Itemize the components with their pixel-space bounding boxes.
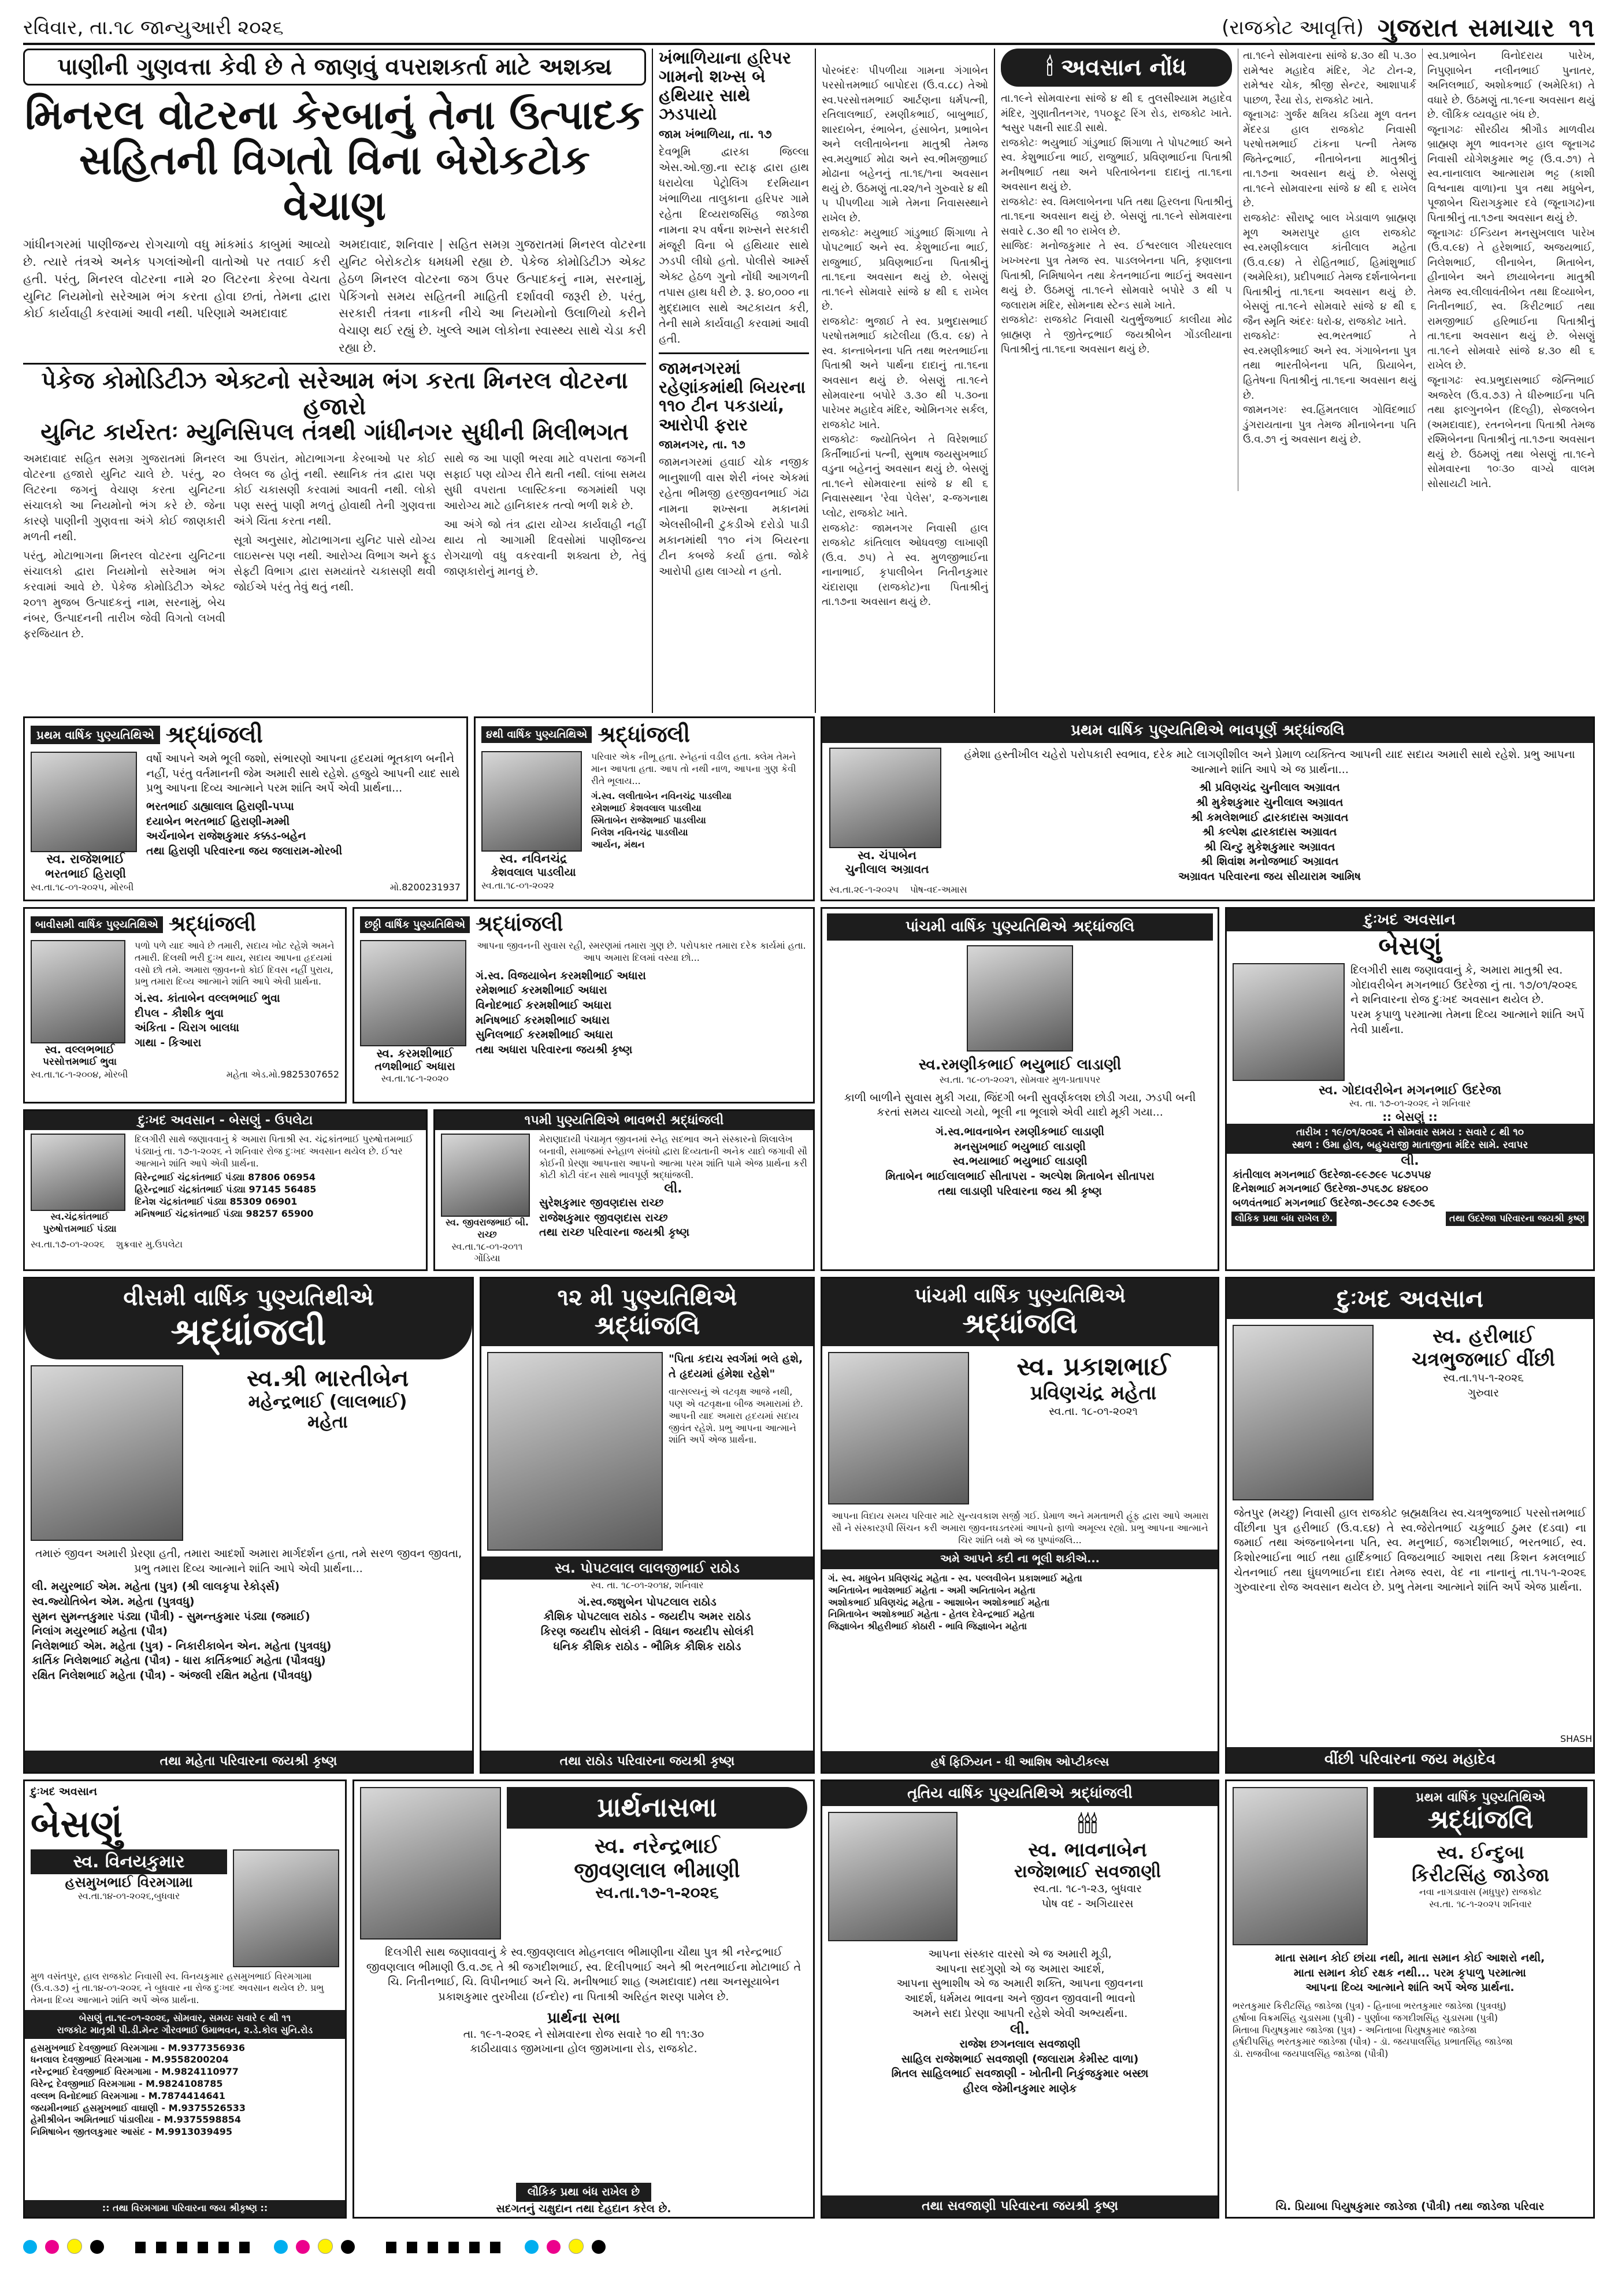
ad1-family: ભરતભાઈ ડાહ્યાલાલ હિરાણી-પપ્પા દયાબેન ભરતભાઈ હિરાણી-મમ્મી અર્ચનાબેન રાજેશકુમાર કક્કડ-બહેન તથા હિરાણી પરિવારના જય જલારામ-મોરબી — [146, 800, 343, 857]
ad7-date: સ્વ. તા. ૧૭-૦૧-૨૦૨૬ ને શનિવાર — [1349, 1098, 1471, 1109]
lead-headline-2: સહિતની વિગતો વિના બેરોકટોક વેચાણ — [79, 136, 591, 229]
c3-family: રાજેશ છગનલાલ સવજાણી સાહિલ રાજેશભાઈ સવજાણી (જલારામ કેમીસ્ટ વાળા) મિતલ સાહિલભાઈ સવજાણી - ખોતીની નિકુંજકુમાર બસ્છા હીરલ જેમીનકુમાર માણેક — [891, 2038, 1149, 2096]
ad4-message: પળો પળે યાદ આવે છે તમારી, સદાય ખોટ રહેશે અમને તમારી. દિલથી ભરી દુઃખ થાય, સદાય આપના હૃદયમાં વસો છો તમે. અમારા જીવનનો કોઈ દિવસ નહીં પુરાય, પ્રભુ તમારા દિવ્ય આત્માને શાંતિ આપે એવી પ્રાર્થના. — [135, 940, 335, 987]
portrait-photo — [441, 1134, 530, 1217]
c1-message: મુળ વસંતપુર, હાલ રાજકોટ નિવાસી સ્વ. વિનયકુમાર હસમુખભાઈ વિરમગામા (ઉ.વ.૩૭) નું તા.૧૪-૦૧-૨૦૨૬ ને બુધવાર ના રોજ દુઃખદ અવસાન થયેલ છે. પ્રભુ તેમના દિવ્ય આત્માને શાંતિ અર્પે એજ પ્રાર્થના. — [31, 1970, 324, 2006]
ad3-name-2: ચુનીલાલ અગ્રાવત — [845, 862, 929, 876]
b2-banner: ૧૨ મી પુણ્યતિથિએ — [557, 1284, 737, 1311]
ad5-name-2: તળશીભાઈ અધારા — [374, 1060, 455, 1073]
story2-body: દેવભૂમિ દ્વારકા જિલ્લા એસ.ઓ.જી.ના સ્ટાફ દ્વારા હાથ ધરાયેલા પેટ્રોલિંગ દરમિયાન ખંભાળિયા તાલુકાના હરિપર ગામે રહેતા દિવ્યરાજસિંહ જાડેજા નામના ૨૫ વર્ષના શખ્સને સરકારી મંજૂરી વિના બે હથિયાર સાથે ઝડપી લીધો હતો. પોલીસે આર્મ્સ એક્ટ હેઠળ ગુનો નોંધી આગળની તપાસ હાથ ધરી છે. રૂ. ૪૦,૦૦૦ ના મુદ્દામાલ સાથે અટકાયત કરી, તેની સામે કાર્યવાહી કરવામાં આવી હતી. — [659, 145, 809, 345]
ad3-date: સ્વ.તા.૨૯-૧-૨૦૨૫ — [829, 884, 899, 896]
lead-intro-col-2: અમદાવાદ, શનિવાર | સહિત સમગ્ર ગુજરાતમાં મિનરલ વોટરના યુનિટ બેરોકટોક ધમધમી રહ્યા છે. પેકેજ કોમોડિટીઝ એક્ટ હેઠળ મિનરલ વોટરના જગ ઉપર ઉત્પાદકનું નામ, સરનામું, પેકિંગનો સમય સહિતની માહિતી દર્શાવવી જરૂરી છે. પરંતુ, સરકારી તંત્રના નાકની નીચે આ નિયમોનો ઉલાળિયો કરીને વેચાણ થઈ રહ્યું છે. ખુલ્લે આમ લોકોના સ્વાસ્થ્ય સાથે ચેડા કરી રહ્યા છે. — [339, 237, 646, 355]
ad-shraddhanjali-padaliya — [474, 716, 815, 901]
ad4-banner: બાવીસમી વાર્ષિક પુણ્યતિથિએ — [31, 916, 163, 933]
magenta-dot — [45, 2240, 59, 2254]
ad7-banner: દુઃખદ અવસાન — [1227, 909, 1593, 931]
c2-name-1: સ્વ. નરેન્દ્રભાઈ — [594, 1834, 720, 1858]
ad-shraddhanjali-ladani — [821, 907, 1219, 1271]
avsan-nondh-title — [1001, 49, 1232, 87]
ad1-banner: પ્રથમ વાર્ષિક પુણ્યતિથિએ — [31, 726, 160, 744]
b3-name-2: પ્રવિણચંદ્ર મહેતા — [1030, 1381, 1157, 1405]
ad-shraddhanjali-mehta — [23, 1277, 474, 1774]
b4-foot: વીંછી પરિવારના જય મહાદેવ — [1227, 1747, 1593, 1772]
ad-shraddhanjali-rathod — [480, 1277, 815, 1774]
notice-col-3: સ્વ.પ્રભાબેન વિનોદરાય પારેખ, નિપુણાબેન નલીનભાઈ પુનાતર, અનિલભાઈ, અશોકભાઈ (અમેરિકા) તે વધારે છે. ઉઠમણું તા.૧૯ના અવસાન થયું છે. લૌકિક વ્યવહાર બંધ છે. જૂનાગઢઃ સૌરઠીય શ્રીગૌડ માળવીય બ્રાહ્મણ મૂળ ભાવનગર હાલ જૂનાગઢ નિવાસી યોગેશકુમાર ભટ્ટ (ઉ.વ.૭૧) તે સ્વ.નાનાલાલ આત્મારામ ભટ્ટ (કાશી વિશ્વનાથ વાળા)ના પુત્ર તથા મધુબેન, પૂજાબેન ચિરાગકુમાર દવે (જૂનાગઢ)ના પિતાશ્રીનું તા.૧૭ના અવસાન થયું છે. જૂનાગઢઃ ઈન્ડિયન મનસુખલાલ પારેખ (ઉ.વ.૯૪) તે હરેશભાઈ, અજયભાઈ, નિલેશભાઈ, લીનાબેન, મિતાબેન, હીનાબેન અને છાયાબેનના માતુશ્રી તેમજ સ્વ.લીલાવંતીબેન તથા દિવ્યાબેન, નિતીનભાઈ, સ્વ. કિરીટભાઈ તથા રામજીભાઈ હરિભાઈના પિતાશ્રીનું તા.૧૬ના અવસાન થયું છે. બેસણું તા.૧૯ને સોમવારે સાંજે ૪.૩૦ થી ૬ રાખેલ છે. જૂનાગઢઃ સ્વ.પ્રભુદાસભાઈ જેન્તિભાઈ અજરેલ (ઉ.વ.૭૩) તે ધીરુભાઈના પતિ તથા ફાલ્ગુનબેન (દિલ્હી), સેજલબેન (અમદાવાદ), રતનબેનના પિતાશ્રી તેમજ રશ્મિબેનના પિતાશ્રીનું તા.૧૭ના અવસાન થયું છે. ઉઠમણું તથા બેસણું તા.૧૯ને સોમવારના ૧૦ઃ૩૦ વાગ્યે વાલમ સોસાયટી ખાતે. — [1422, 49, 1595, 491]
ad9-family: સુરેશકુમાર જીવણદાસ રાચ્છ રાજેશકુમાર જીવણદાસ રાચ્છ તથા રાચ્છ પરિવારના જયશ્રી કૃષ્ણ — [539, 1197, 690, 1239]
ad9-li: લી. — [664, 1182, 682, 1197]
ad9-name: સ્વ. જીવરાજભાઈ બી. રાચ્છ — [446, 1217, 529, 1240]
magenta-dot — [547, 2240, 561, 2254]
ad2-title: શ્રદ્ધાંજલી — [598, 722, 691, 747]
black-dot — [341, 2240, 355, 2254]
page-header — [23, 13, 1595, 45]
ad3-tithi: પોષ-વદ-અમાસ — [910, 884, 967, 896]
b4-date: સ્વ.તા.૧૫-૧-૨૦૨૬ — [1443, 1372, 1524, 1384]
obituary-column — [815, 49, 988, 713]
b2-message: વાત્સલ્યનું એ વટવૃક્ષ આજે નથી, પણ એ વટવૃક્ષના બીજ અમારામાં છે. આપની યાદ અમારા હૃદયમાં સદાય જીવંત રહેશે. પ્રભુ આપના આત્માને શાંતિ અર્પે એજ પ્રાર્થના. — [669, 1386, 803, 1446]
ad5-banner: છઠ્ઠી વાર્ષિક પુણ્યતિથિએ — [360, 916, 470, 933]
c3-foot: તથા સવજાણી પરિવારના જયશ્રી કૃષ્ણ — [822, 2195, 1218, 2217]
ad1-message: વર્ષો આપને અમે ભૂલી જશો, સંભારણો આપના હૃદયમાં ભૂતકાળ બનીને નહીં, પરંતુ વર્તમાનની જેમ અમારી સાથે રહેશે. હજુયે આપની યાદ સાથે પ્રભુ આપના દિવ્ય આત્માને પરમ શાંતિ અર્પે એવી પ્રાર્થના... — [146, 752, 460, 795]
ad-shraddhanjali-prakash-mehta — [821, 1277, 1219, 1774]
c3-li: લી. — [1010, 2021, 1030, 2038]
story3-body: જામનગરમાં હવાઈ ચોક નજીક ભાનુશાળી વાસ શેરી નંબર એકમાં રહેતા ભીમજી હરજીવનભાઈ ગંઢા નામના શખ્સના મકાનમાં એલસીબીની ટુકડીએ દરોડો પાડી મકાનમાંથી ૧૧૦ નંગ બિયરના ટીન કબજે કર્યા હતા. જોકે આરોપી હાથ લાગ્યો ન હતો. — [659, 456, 809, 578]
ad-shraddhanjali-hirani — [23, 716, 468, 901]
ad8-banner: દુઃખદ અવસાન - બેસણું - ઉપલેટા — [25, 1111, 426, 1130]
b1-name-2: મહેન્દ્રભાઈ (લાલભાઈ) — [248, 1392, 407, 1412]
ad8-name-1: સ્વ.ચંદ્રકાંતભાઈ — [50, 1211, 109, 1222]
portrait-photo — [233, 1849, 339, 1967]
ad-prarthanasabha-bhimani — [352, 1779, 815, 2219]
b3-banner: પાંચમી વાર્ષિક પુણ્યતિથિએ — [914, 1284, 1126, 1307]
ad7-besnu-details: તારીખ : ૧૯/૦૧/૨૦૨૬ ને સોમવાર સમય : સવારે ૮ થી ૧૦ સ્થળ : ઉમા હોલ, બહુચરાજી માતાજીના મંદિર સામે. રવાપર — [1227, 1124, 1593, 1154]
lead-para: આ ઉપરાંત, મોટાભાગના કેરબાઓ પર કોઈ લેબલ જ હોતું નથી. સ્થાનિક તંત્ર દ્વારા પણ કોઈ ચકાસણી કરવામાં આવતી નથી. લોકો પણ સસ્તું પાણી મળતું હોવાથી તેની ગુણવત્તા અંગે ચિંતા કરતા નથી. — [233, 452, 436, 528]
b3-sub: અમે આપને કદી ના ભૂલી શકીએ... — [822, 1550, 1218, 1569]
b3-date: સ્વ.તા. ૧૮-૦૧-૨૦૨૧ — [1049, 1405, 1138, 1418]
ad3-name-1: સ્વ. ચંપાબેન — [858, 848, 916, 862]
c1-name-2: હસમુખભાઈ વિરમગામા — [65, 1874, 193, 1890]
lead-body — [23, 451, 646, 645]
ad-shraddhanjali-savjani — [821, 1779, 1219, 2219]
b1-title: શ્રદ્ધાંજલી — [170, 1311, 326, 1354]
c1-name-1: સ્વ. વિનયકુમાર — [31, 1849, 227, 1874]
lead-intro — [23, 236, 646, 357]
portrait-photo — [829, 748, 941, 848]
print-registration-strip — [23, 2230, 1595, 2265]
ad2-date: સ્વ.તા.૧૮-૦૧-૨૦૨૨ — [481, 880, 555, 891]
ad4-phone: મહેતા એડ.મો.9825307652 — [226, 1069, 339, 1080]
ad9-banner: ૧૫મી પુણ્યતિથિએ ભાવભરી શ્રદ્ધાંજલી — [435, 1111, 813, 1130]
registration-bar — [386, 2242, 502, 2253]
story3-dateline: જામનગર, તા. ૧૭ — [659, 437, 745, 452]
c2-message: દિલગીરી સાથ જણાવવાનું કે સ્વ.જીવણલાલ મોહનલાલ ભીમાણીના ચૌથા પુત્ર શ્રી નરેન્દ્રભાઈ જીવણલાલ ભીમાણી ઉ.વ.૭૬ તે શ્રી જગદીશભાઈ, સ્વ. દિલીપભાઈ અને શ્રી ભરતભાઈના મોટાભાઈ તે ચિ. નિતીનભાઈ, ચિ. વિપીનભાઈ અને ચિ. મનીષભાઈ શાહ (અમદાવાદ) તથા અનસૂયાબેન પ્રકાશકુમાર તુરખીયા (ઈન્દોર) ના પિતાશ્રી અરિહંત શરણ પામેલ છે. — [366, 1946, 801, 2003]
ad8-message: દિલગીરી સાથે જણાવવાનું કે અમારા પિતાશ્રી સ્વ. ચંદ્રકાંતભાઈ પુરુષોત્તમભાઈ પંડ્યાનું તા. ૧૭-૧-૨૦૨૬ ને શનિવાર રોજ દુઃખદ અવસાન થયેલ છે. ઈશ્વર આત્માને શાંતિ આપે એવી પ્રાર્થના. — [135, 1134, 413, 1169]
ad-shraddhanjali-agravat — [821, 716, 1595, 901]
b2-foot: તથા રાઠોડ પરિવારના જયશ્રી કૃષ્ણ — [481, 1751, 813, 1772]
cyan-dot — [23, 2240, 37, 2254]
edition-label: (રાજકોટ આવૃત્તિ) — [1222, 16, 1364, 39]
c1-foot: :: તથા વિરમગામા પરિવારના જય શ્રીકૃષ્ણ :: — [25, 2200, 345, 2217]
lead-para: અમદાવાદ સહિત સમગ્ર ગુજરાતમાં મિનરલ વોટરના હજારો યુનિટ ચાલે છે. પરંતુ, ૨૦ લિટરના જગનું વેચાણ કરતા યુનિટના સંચાલકો આ નિયમોનો ભંગ કરે છે. જેના કારણે પાણીની ગુણવત્તા અંગે કોઈ જાણકારી મળતી નથી. — [23, 452, 225, 544]
ad3-banner: પ્રથમ વાર્ષિક પુણ્યતિથિએ ભાવપૂર્ણ શ્રદ્ધાંજલિ — [822, 718, 1593, 743]
obituary-text: પોરબંદરઃ પીપળીયા ગામના ગંગાબેન પરસોત્તમભાઈ બાપોદરા (ઉ.વ.૮૮) તેઓ સ્વ.પરસોત્તમભાઈ આર્ટણના ધર્મપત્ની, રતિલાલભાઈ, રમણીકભાઈ, બાબુભાઈ, શારદાબેન, રંભાબેન, હંસાબેન, પ્રભાબેન અને લલીતાબેનના માતુશ્રી તેમજ સ્વ.મયુભાઈ મોઢા અને સ્વ.ભીમજીભાઈ મોઢાના બહેનનું તા.૧૬/૧ના અવસાન થયું છે. ઉઠમણું તા.૨૨/૧ને ગુરુવારે ૪ થી ૫ પીપળીયા ગામે તેમના નિવાસસ્થાને રાખેલ છે. રાજકોટઃ મયુભાઈ ગાંડુભાઈ શિંગાળા તે પોપટભાઈ અને સ્વ. કેશુભાઈના ભાઈ, રાજુભાઈ, પ્રવિણભાઈના પિતાશ્રીનું તા.૧૬ના અવસાન થયું છે. બેસણું તા.૧૯ને સોમવારે સાંજે ૪ થી ૬ રાખેલ છે. રાજકોટઃ ભુજાઈ તે સ્વ. પ્રભુદાસભાઈ પરષોત્તમભાઈ કાટેલીયા (ઉ.વ. ૯૪) તે સ્વ. કાન્તાબેનના પતિ તથા ભરતભાઈના પિતાશ્રી અને પાર્થના દાદાનું તા.૧૬ના અવસાન થયું છે. બેસણું તા.૧૯ને સોમવારના બપોરે ૩.૩૦ થી ૫.૩૦ના પારેખર મહાદેવ મંદિર, ઓમિનગર સર્કલ, રાજકોટ ખાતે. રાજકોટઃ જ્યોતિબેન તે વિરેશભાઈ કિર્તીભાઈનાં પત્ની, સુભાષ જયસુખભાઈ વડુના બહેનનું અવસાન થયું છે. બેસણું તા.૧૯ને સોમવારના સાંજે ૪ થી ૬ નિવાસસ્થાન 'રેવા પેલેસ', ૨-જગનાથ પ્લોટ, રાજકોટ ખાતે. રાજકોટઃ જામનગર નિવાસી હાલ રાજકોટ કાંતિલાલ ઓધવજી લાખાણી (ઉ.વ. ૭૫) તે સ્વ. મુળજીભાઈના નાનાભાઈ, કૃપાલીબેન નિતીનકુમાર ચંદારાણા (રાજકોટ)ના પિતાશ્રીનું તા.૧૭ના અવસાન થયું છે. — [822, 64, 988, 608]
ad5-name-1: સ્વ. કરમશીભાઈ — [376, 1046, 454, 1060]
ad1-date: સ્વ.તા.૧૮-૦૧-૨૦૨૫, મોરબી — [31, 882, 134, 893]
portrait-photo — [481, 751, 582, 852]
ad4-date: સ્વ.તા.૧૮-૧-૨૦૦૪, મોરબી — [31, 1069, 128, 1080]
candle-icon: 🕯 — [1046, 54, 1053, 81]
portrait-photo — [31, 1134, 125, 1211]
portrait-photo — [31, 1365, 183, 1541]
ad-shraddhanjali-jadeja — [1225, 1779, 1595, 2219]
lead-subhead-1: પેકેજ કોમોડિટીઝ એક્ટનો સરેઆમ ભંગ કરતા મિનરલ વોટરના હજારો — [23, 363, 646, 420]
portrait-photo — [31, 940, 125, 1043]
ad8-family: વિરેન્દ્રભાઈ ચંદ્રકાંતભાઈ પંડ્યા 87806 06954 હિરેન્દ્રભાઈ ચંદ્રકાંતભાઈ પંડ્યા 97145 56485 દિનેશ ચંદ્રકાંતભાઈ પંડ્યા 85309 06901 મનિષભાઈ ચંદ્રકાંતભાઈ પંડ્યા 98257 65900 — [135, 1172, 317, 1219]
header-date: રવિવાર, તા.૧૮ જાન્યુઆરી ૨૦૨૬ — [23, 16, 284, 39]
b3-name-1: સ્વ. પ્રકાશભાઈ — [1016, 1352, 1170, 1381]
c4-title: શ્રદ્ધાંજલિ — [1427, 1805, 1534, 1834]
b1-foot: તથા મહેતા પરિવારના જયશ્રી કૃષ્ણ — [25, 1751, 472, 1772]
c4-name-1: સ્વ. ઈન્દુબા — [1437, 1841, 1524, 1863]
yellow-dot — [67, 2239, 82, 2254]
lead-kicker: પાણીની ગુણવત્તા કેવી છે તે જાણવું વપરાશકર્તા માટે અશક્ય — [23, 49, 646, 86]
ad9-date: સ્વ.તા.૧૮-૦૧-૨૦૧૧ — [451, 1240, 523, 1252]
c4-place: નવા નાગડાવાસ (મધુપુર) રાજકોટ — [1419, 1886, 1542, 1897]
avsan-nondh-label: અવસાન નોંધ — [1061, 54, 1187, 81]
ad2-message: પરિવાર એક નીભૂ હતા. સ્નેહનાં વડીલ હતા. ક્લેમ તેમને માન આપતા હતા. આપ તો નથી નાળ, આપના ગુણ કેવી રીતે ભૂલાય... — [591, 751, 796, 786]
ad9-tithi: ગોંડિયા — [474, 1253, 500, 1264]
c2-prarthana-head: પ્રાર્થના સભા — [547, 2009, 621, 2027]
c3-banner: તૃતિય વાર્ષિક પુણ્યતિથિએ શ્રદ્ધાંજલી — [822, 1781, 1218, 1806]
portrait-photo — [31, 752, 137, 852]
ad-shraddhanjali-adhara — [352, 907, 815, 1104]
c3-tithi: પોષ વદ - અગિયારસ — [1041, 1897, 1134, 1910]
magenta-dot — [296, 2240, 310, 2254]
ad1-name-2: ભરતભાઈ હિરાણી — [44, 867, 127, 880]
ad7-name: સ્વ. ગોદાવરીબેન મગનભાઈ ઉદરેજા — [1318, 1083, 1502, 1098]
ad7-foot-2: તથા ઉદરેજા પરિવારના જયશ્રી કૃષ્ણ — [1446, 1212, 1589, 1226]
story-khambhaliya — [652, 49, 809, 713]
ad7-li: લી. — [1401, 1153, 1419, 1168]
yellow-dot — [318, 2239, 333, 2254]
c3-date: સ્વ.તા. ૧૮-૧-૨૩, બુધવાર — [1033, 1882, 1142, 1895]
b3-title: શ્રદ્ધાંજલિ — [962, 1307, 1078, 1340]
notice-col-2: તા.૧૯ને સોમવારના સાંજે ૪.૩૦ થી ૫.૩૦ રામેશ્વર મહાદેવ મંદિર, ગેટ ટોન-૨, રામેશ્વર ચોક, શ્રીજી સેન્ટર, આશાપાર્ક પાછળ, રૈયા રોડ, રાજકોટ ખાતે. જૂનાગઢઃ ગુર્જર ક્ષત્રિય કડિયા મૂળ વતન મેંદરડા હાલ રાજકોટ નિવાસી પરષોત્તમભાઈ ટાંકના પત્ની તેમજ જિતેન્દ્રભાઈ, નીતાબેનના માતુશ્રીનું તા.૧૭ના અવસાન થયું છે. બેસણું તા.૧૯ને સોમવારના સાંજે ૪ થી ૬ રાખેલ છે. રાજકોટઃ સૌરાષ્ટ્ર બાલ ખેડાવાળ બ્રાહ્મણ મૂળ અમરાપુર હાલ રાજકોટ સ્વ.રમણીકલાલ કાંતીલાલ મહેતા (ઉ.વ.૯૪) તે રોહિતભાઈ, હિમાંશુભાઈ (અમેરિકા), પ્રદીપભાઈ તેમજ દર્શનાબેનના પિતાશ્રીનું તા.૧૬ના અવસાન થયું છે. બેસણું તા.૧૯ને સોમવારે સાંજે ૪ થી ૬ જૈન સ્મૃતિ અંદરઃ ધરો-૪, રાજકોટ ખાતે. રાજકોટઃ સ્વ.ભરતભાઈ તે સ્વ.રમણીકભાઈ અને સ્વ. ગંગાબેનના પુત્ર તથા ભારતીબેનના પતિ, પ્રિયાબેન, હિતેષના પિતાશ્રીનું તા.૧૬ના અવસાન થયું છે. જામનગરઃ સ્વ.હિંમતલાલ ગોવિંદભાઈ ડુંગરાયતાના પુત્ર તેમજ મીનાબેનના પતિ ઉ.વ.૭૧ નું અવસાન થયું છે. — [1238, 49, 1416, 491]
ad6-banner: પાંચમી વાર્ષિક પુણ્યતિથિએ શ્રદ્ધાંજલિ — [827, 913, 1213, 941]
registration-dots — [23, 2239, 112, 2256]
story3-headline: જામનગરમાં રહેણાંકમાંથી બિયરના ૧૧૦ ટીન પકડાયાં, આરોપી ફરાર — [659, 352, 809, 434]
ad5-family: ગં.સ્વ. વિજયાબેન કરમશીભાઈ અધારા રમેશભાઈ કરમશીભાઈ અધારા વિનોદભાઈ કરમશીભાઈ અધારા મનિષભાઈ કરમશીભાઈ અધારા સુનિલભાઈ કરમશીભાઈ અધારા તથા અધારા પરિવારના જયશ્રી કૃષ્ણ — [476, 969, 646, 1056]
b1-li: લી. મયુરભાઈ એમ. મહેતા (પુત્ર) (શ્રી લાલકૃપા રેકોર્ડ્સ) — [32, 1580, 280, 1593]
ad1-name-1: સ્વ. રાજેશભાઈ — [46, 852, 125, 867]
ad3-family: શ્રી પ્રવિણચંદ્ર ચુનીલાલ અગ્રાવત શ્રી મુકેશકુમાર ચુનીલાલ અગ્રાવત શ્રી કમલેશભાઈ દ્વારકાદાસ અગ્રાવત શ્રી કલ્પેશ દ્વારકાદાસ અગ્રાવત શ્રી ચિન્ટુ મુકેશકુમાર અગ્રાવત શ્રી શિવાંશ મનોજભાઈ અગ્રાવત અગ્રાવત પરિવારના જય સીયારામ આમિષ — [1178, 781, 1361, 883]
ad6-date: સ્વ.તા. ૧૮-૦૧-૨૦૨૧, સોમવાર મુળ-પ્રતાપપર — [939, 1074, 1101, 1085]
ad-besnu-pandya — [23, 1109, 428, 1271]
black-dot — [90, 2240, 104, 2254]
c1-family: હસમુખભાઈ દેવજીભાઈ વિરમગામા - M.9377356936 ધનલાલ દેવજીભાઈ વિરમગામા - M.9558200204 નરેન્દ્રભાઈ દેવજીભાઈ વિરમગામા - M.9824110977 વિરેન્દ્ર દેવજીભાઈ વિરમગામા - M.9824108785 વલ્લભ વિનોદભાઈ વિરમગામા - M.7874414641 જયમીનભાઈ હસમુખભાઈ વાઘાણી - M.9375526533 હેમીશ્રીબેન અમિતભાઈ પાંડાલીયા - M.9375598854 નિમિષાબેન જીતલકુમાર આસંદ - M.9913039495 — [31, 2042, 246, 2138]
page-number: ૧૧ — [1568, 13, 1595, 43]
yellow-dot — [569, 2239, 584, 2254]
ad2-name-2: કેશવલાલ પાડલીયા — [491, 866, 576, 879]
portrait-photo — [360, 1787, 501, 1940]
ad3-message: હંમેશા હસ્તીખીલ ચહેરો પરોપકારી સ્વભાવ, દરેક માટે લાગણીશીલ અને પ્રેમાળ વ્યક્તિત્વ આપની યાદ સદાય અમારી સાથે રહેશે. પ્રભુ આપના આત્માને શાંતિ આપે એ જ પ્રાર્થના... — [964, 748, 1575, 776]
ad8-date: સ્વ.તા.૧૭-૦૧-૨૦૨૬ — [31, 1238, 105, 1250]
ad4-name-1: સ્વ. વલ્લભભાઈ — [44, 1043, 115, 1056]
c3-name-2: રાજેશભાઈ સવજાણી — [1014, 1862, 1161, 1882]
c1-title: બેસણું — [31, 1803, 123, 1846]
ad7-besnu-head: :: બેસણું :: — [1382, 1109, 1438, 1124]
b2-quote: "પિતા કદાચ સ્વર્ગમાં ભલે હશે, તે હૃદયમાં હંમેશા રહેશે" — [669, 1353, 803, 1380]
lead-headline-1: મિનરલ વોટરના કેરબાનું તેના ઉત્પાદક — [25, 91, 644, 139]
portrait-photo — [1233, 1787, 1368, 1945]
c1-date: સ્વ.તા.૧૪-૦૧-૨૦૨૬,બુધવાર — [77, 1890, 180, 1901]
ad1-title: શ્રદ્ધાંજલી — [165, 722, 263, 748]
b3-foot: હર્ષ ફિઝિયન - ધી આશિષ ઓપ્ટીકલ્સ — [822, 1751, 1218, 1772]
credit-label: SHASHI — [1560, 1733, 1595, 1744]
avsan-nondh-section — [994, 49, 1595, 713]
b1-message: તમારું જીવન અમારી પ્રેરણા હતી, તમારા આદર્શો અમારા માર્ગદર્શન હતા, તમે સરળ જીવન જીવતા, પ્રભુ તમારા દિવ્ય આત્માને શાંતિ આપે એવી પ્રાર્થના... — [35, 1547, 462, 1575]
lead-para: પરંતુ, મોટાભાગના મિનરલ વોટરના યુનિટના સંચાલકો દ્વારા નિયમોનો સરેઆમ ભંગ કરવામાં આવે છે. પેકેજ કોમોડિટીઝ એક્ટ ૨૦૧૧ મુજબ ઉત્પાદકનું નામ, સરનામું, બેચ નંબર, ઉત્પાદનની તારીખ જેવી વિગતો લખવી ફરજિયાત છે. — [23, 549, 225, 640]
ad-shraddhanjali-bhuva — [23, 907, 347, 1104]
lead-story — [23, 49, 646, 713]
ad4-title: શ્રદ્ધાંજલી — [168, 912, 257, 936]
portrait-photo — [1233, 963, 1345, 1081]
ad-besnu-udareja — [1225, 907, 1595, 1271]
ad6-name: સ્વ.રમણીકભાઈ ભયુભાઈ લાડાણી — [918, 1056, 1122, 1073]
b2-family: ગં.સ્વ.જશુબેન પોપટલાલ રાઠોડ કૌશિક પોપટલાલ રાઠોડ - જયદીપ અમર રાઠોડ કિરણ જયદીપ સોલંકી - વિધાન જયદીપ સોલંકી ધનિક કૌશિક રાઠોડ - ભૌમિક કૌશિક રાઠોડ — [540, 1595, 754, 1653]
ad9-message: મેરાણાદાયી પંચામૃત જીવનમાં સ્નેહ સદભાવ અને સંસ્કારનો શિલાલેખ બનાવી, સમાજમાં સ્નેહાળ સંબંધો દ્વારા દિવ્યતાની અનેક યાદો જગાવી સૌ કોઈની પ્રેરણા આપનારા આપનો આત્મા પરમ શાંતિ પામે એજ પ્રાર્થના કરી કોટી કોટી વંદન સાથે ભાવપૂર્ણ શ્રદ્ધાંજલી. — [539, 1134, 808, 1181]
c3-name-1: સ્વ. ભાવનાબેન — [1028, 1838, 1147, 1862]
b3-family: ગં. સ્વ. મધુબેન પ્રવિણચંદ્ર મહેતા - સ્વ. પલ્લવીબેન પ્રકાશભાઈ મહેતા અનિતાબેન ભાવેશભાઈ મહેતા - અમી અનિતાબેન મહેતા અશોકભાઈ પ્રવિણચંદ્ર મહેતા - આશાબેન અશોકભાઈ મહેતા નિમિતાબેન અશોકભાઈ મહેતા - હેતલ દેવેન્દ્રભાઈ મહેતા જિજ્ઞાબેન શ્રીહરીભાઈ કોઠારી - ભાવિ જિજ્ઞાબેન મહેતા — [828, 1573, 1082, 1632]
candle-icon: 🕯🕯🕯 — [1077, 1812, 1098, 1838]
c1-banner: દુઃખદ અવસાન — [31, 1785, 98, 1798]
registration-bar — [135, 2242, 251, 2253]
cyan-dot — [525, 2240, 539, 2254]
portrait-photo — [967, 945, 1073, 1052]
c2-prarthana: તા. ૧૯-૧-૨૦૨૬ ને સોમવારના રોજ સવારે ૧૦ થી ૧૧:૩૦ કાઠીયાવાડ જીમખાના હોલ જીમખાના રોડ, રાજકોટ. — [463, 2027, 704, 2056]
portrait-photo — [360, 940, 466, 1046]
c2-date: સ્વ.તા.૧૭-૧-૨૦૨૬ — [595, 1883, 719, 1902]
c3-message: આપના સંસ્કાર વારસો એ જ અમારી મૂડી, આપના સદગુણો એ જ અમારા આદર્શ, આપના સુભાશીષ એ જ અમારી શક્તિ, આપના જીવનના આદર્શ, ધર્મમય ભાવના અને જીવન જીવવાની ભાવનો અમને સદા પ્રેરણા આપતી રહેશે એવી અભ્યર્થના. — [896, 1948, 1144, 2020]
c2-banner: પ્રાર્થનાસભા — [507, 1787, 807, 1829]
ad5-date: સ્વ.તા.૧૮-૧-૨૦૨૦ — [381, 1073, 449, 1084]
c4-name-2: કિરીટસિંહ જાડેજા — [1412, 1864, 1549, 1886]
b3-message: આપના વિદાય સમય પરિવાર માટે સુન્યવકાશ સર્જી ગઈ. પ્રેમાળ અને મમતાભરી હૂંફ દ્વારા આપે અમારા સૌ ને સંસ્કારરૂપી સિંચન કરી અમારા જીવનઘડતરમાં આપનો ફાળો અમૂલ્ય રહ્યો. પ્રભુ આપના આત્માને ચિર શાંતિ બક્ષે એ જ પુષ્પાંજલિ... — [831, 1510, 1209, 1545]
masthead: ગુજરાત સમાચાર — [1377, 13, 1555, 43]
ad5-title: શ્રદ્ધાંજલી — [475, 912, 563, 936]
ad7-foot-1: લૌકિક પ્રથા બંધ રાખેલ છે. — [1231, 1212, 1337, 1226]
lead-intro-col-1: ગાંધીનગરમાં પાણીજન્ય રોગચાળો વધુ માંકમાંડ કાબુમાં આવ્યો છે. ત્યારે તંત્રએ અનેક પગલાંઓની વાતોઓ પર તવાઈ કરી હતી. પરંતુ, મિનરલ વોટરના નામે ૨૦ લિટરના કેરબા વેચતા યુનિટ નિયમોનો સરેઆમ ભંગ કરતા હોવા છતાં, તેમના દ્વારા કોઈ કાર્યવાહી કરવામાં આવી નથી. પરિણામે અમદાવાદ — [23, 237, 331, 321]
c4-banner: પ્રથમ વાર્ષિક પુણ્યતિથિએ — [1415, 1790, 1546, 1805]
registration-dots — [525, 2239, 614, 2256]
b4-banner: દુઃખદ અવસાન — [1227, 1279, 1593, 1319]
b4-name-1: સ્વ. હરીભાઈ — [1432, 1325, 1535, 1348]
portrait-photo — [1233, 1325, 1374, 1500]
c4-family: ભરતકુમાર કિરીટસિંહ જાડેજા (પુત્ર) - હિનાબા ભરતકુમાર જાડેજા (પુત્રવધુ) હર્ષાબા વિક્રમસિંહ ચુડાસમા (પુત્રી) - પુર્ણાબા જગદીશસિંહ ચુડાસમા (પુત્રી) મિતાબા પિયુષકુમાર જાડેજા (પુત્ર) - અનિતાબા પિયુષકુમાર જાડેજા હર્ષદીપસિંહ ભરતકુમાર જાડેજા (પૌત્ર) - ડૉ. જયપાલસિંહ પ્રભાતસિંહ જાડેજા ડૉ. રાજવીબા જયપાલસિંહ જાડેજા (પૌત્રી) — [1233, 2000, 1513, 2060]
lead-para: સાથે જ આ પાણી ભરવા માટે વપરાતા જગની સફાઈ પણ યોગ્ય રીતે થતી નથી. લાંબા સમય સુધી વપરાતા પ્લાસ્ટિકના જગમાંથી પણ આરોગ્ય માટે હાનિકારક તત્વો ભળી શકે છે. — [444, 452, 646, 512]
ad-shraddhanjali-rachchh — [433, 1109, 815, 1271]
story2-dateline: જામ ખંભાળિયા, તા. ૧૭ — [659, 127, 772, 141]
ad7-title: બેસણું — [1378, 931, 1442, 961]
cyan-dot — [274, 2240, 288, 2254]
b4-tithi: ગુરુવાર — [1467, 1386, 1500, 1399]
ad7-family: કાંતીલાલ મગનભાઈ ઉદરેજા-૯૯૭૯૯ ૫૮૭૫૫૪ દિનેશભાઈ મગનભાઈ ઉદરેજા-૭૫૬૭૮ ૪૪૬૦૦ બળવંતભાઈ મગનભાઈ ઉદરેજા-૭૯૮૭૨ ૯૭૯૭૬ — [1233, 1168, 1435, 1209]
ad4-family: ગં.સ્વ. કાંતાબેન વલ્લભભાઈ ભુવા દીપલ - કૌશીક ભુવા અંકિતા - ચિરાગ બાલધા ગાથા - કિઆરા — [135, 992, 280, 1050]
c2-foot-1: લૌકિક પ્રથા બંધ રાખેલ છે — [516, 2183, 651, 2202]
ad8-name-2: પુરુષોત્તમભાઈ પંડ્યા — [43, 1223, 117, 1234]
ad-avsan-vinchhi — [1225, 1277, 1595, 1774]
portrait-photo — [487, 1352, 663, 1551]
lead-para: સૂત્રો અનુસાર, મોટાભાગના યુનિટ પાસે યોગ્ય લાઇસન્સ પણ નથી. આરોગ્ય વિભાગ અને ફૂડ સેફ્ટી વિભાગ દ્વારા સમયાંતરે ચકાસણી થવી જોઈએ પરંતુ તેવું થતું નથી. — [233, 534, 436, 593]
story2-headline: ખંભાળિયાના હરિપર ગામનો શખ્સ બે હથિયાર સાથે ઝડપાયો — [659, 49, 791, 124]
ad4-name-2: પરસોત્તમભાઈ ભુવા — [43, 1056, 117, 1068]
ad8-tithi: શુક્રવાર મુ.ઉપલેટા — [116, 1238, 183, 1250]
b2-title: શ્રદ્ધાંજલિ — [594, 1311, 700, 1340]
c4-date: સ્વ.તા. ૧૮-૧-૨૦૨૫ શનિવાર — [1429, 1898, 1532, 1909]
black-dot — [592, 2240, 606, 2254]
ad1-phone: મો.8200231937 — [389, 882, 461, 893]
lead-para: આ અંગે જો તંત્ર દ્વારા યોગ્ય કાર્યવાહી નહીં થાય તો આગામી દિવસોમાં પાણીજન્ય રોગચાળો વધુ વકરવાની શક્યતા છે, તેવું જાણકારોનું માનવું છે. — [444, 518, 646, 578]
c4-message: માતા સમાન કોઈ છાંયા નથી, માતા સમાન કોઈ આશરો નથી, માતા સમાન કોઈ રક્ષક નથી... પરમ કૃપાળુ પરમાત્મા આપના દિવ્ય આત્માને શાંતિ અર્પે એજ પ્રાર્થના. — [1275, 1952, 1545, 1994]
b1-family: સ્વ.જ્યોતિબેન એમ. મહેતા (પુત્રવધુ) સુમન સુમન્તકુમાર પંડ્યા (પૌત્રી) - સુમન્તકુમાર પંડ્યા (જમાઈ) નિલાંગ મયુરભાઈ મહેતા (પૌત્ર) નિલેશભાઈ એમ. મહેતા (પુત્ર) - નિકારીકાબેન એન. મહેતા (પુત્રવધુ) કાર્તિક નિલેશભાઈ મહેતા (પૌત્ર) - ધારા કાર્તિકભાઈ મહેતા (પૌત્રવધુ) રક્ષિત નિલેશભાઈ મહેતા (પૌત્ર) - અંજલી રક્ષિત મહેતા (પૌત્રવધુ) — [32, 1595, 332, 1682]
b2-name: સ્વ. પોપટલાલ લાલજીભાઈ રાઠોડ — [481, 1556, 813, 1580]
b1-name-3: મહેતા — [307, 1412, 348, 1432]
c4-foot: ચિ. પ્રિયાબા પિયુષકુમાર જાડેજા (પૌત્રી) તથા જાડેજા પરિવાર — [1275, 2200, 1545, 2213]
notice-col-1: તા.૧૯ને સોમવારના સાંજે ૪ થી ૬ તુલસીશ્યામ મહાદેવ મંદિર, ગુણાતીતનગર, ૧૫૦ફૂટ રિંગ રોડ, રાજકોટ ખાતે. શ્વસુર પક્ષની સાદડી સાથે. રાજકોટઃ ભયુભાઈ ગાંડુભાઈ શિંગાળા તે પોપટભાઈ અને સ્વ. કેશુભાઈના ભાઈ, રાજુભાઈ, પ્રવિણભાઈના પિતાશ્રી મનીષભાઈ તથા અને પરિતાબેનના દાદાનું તા.૧૬ના અવસાન થયું છે. રાજકોટઃ સ્વ. વિમલાબેનના પતિ તથા હિરલના પિતાશ્રીનું તા.૧૬ના અવસાન થયું છે. બેસણું તા.૧૯ને સોમવારના સવારે ૮.૩૦ થી ૧૦ રાખેલ છે. સાજિદઃ મનોજકુમાર તે સ્વ. ઈશ્વરલાલ ગીરધરલાલ ખખ્ખરના પુત્ર તેમજ સ્વ. પાડલબેનના પતિ, કૃણાલના પિતાશ્રી, નિમિષાબેન તથા કેતનભાઈના ભાઈનું અવસાન થયું છે. ઉઠમણું તા.૧૯ને સોમવારે બપોરે ૩ થી ૫ જલારામ મંદિર, સોમનાથ સ્ટેન્ડ સામે ખાતે. રાજકોટઃ રાજકોટ નિવાસી ચતુર્ભુજભાઈ કાલીયા મોઢ બ્રાહ્મણ તે જીતેન્દ્રભાઈ જયશ્રીબેન ગોંડલીયાના પિતાશ્રીનું તા.૧૬ના અવસાન થયું છે. — [1001, 92, 1232, 356]
ad2-name-1: સ્વ. નવિનચંદ્ર — [499, 852, 567, 865]
portrait-photo — [828, 1352, 969, 1504]
c2-foot-2: સદગતનું ચક્ષુદાન તથા દેહદાન કરેલ છે. — [496, 2202, 671, 2216]
ad7-message: દિલગીરી સાથ જણાવવાનું કે, અમારા માતુશ્રી સ્વ. ગોદાવરીબેન મગનભાઈ ઉદરેજા નું તા. ૧૭/૦૧/૨૦૨૬ ને શનિવારના રોજ દુઃખદ અવસાન થયેલ છે. પરમ કૃપાળુ પરમાત્મા તેમના દિવ્ય આત્માને શાંતિ અર્પે તેવી પ્રાર્થના. — [1350, 964, 1584, 1036]
c2-name-2: જીવણલાલ ભીમાણી — [574, 1859, 740, 1882]
b4-name-2: ચત્રભુજભાઈ વીંછી — [1411, 1348, 1555, 1371]
b4-message: જેતપુર (મચ્છુ) નિવાસી હાલ રાજકોટ બ્રહ્મક્ષત્રિય સ્વ.ચત્રભુજભાઈ પરસોત્તમભાઈ વીંછીના પુત્ર હરીભાઈ (ઉ.વ.૬૪) તે સ્વ.જેરોતભાઈ ચકુભાઈ ઠુમર (દડવા) ના જમાઈ તથા અંજનાબેનના પતિ, સ્વ. મનુભાઈ, જગદીશભાઈ, ભરતભાઈ, સ્વ. કિશોરભાઈના ભાઈ તથા હાર્દિકભાઈ વિજયભાઈ આશરા તથા કિશન કમલભાઈ ચેતનભાઈ તથા ઘુંઘળભાઈના દાદા તેમજ સ્વરા, વેદ ના નાનાનું તા.૧૫-૧-૨૦૨૬ ગુરુવારના રોજ અવસાન થયેલ છે. પ્રભુ તેમના આત્માને શાંતિ અર્પે એજ પ્રાર્થના. — [1234, 1507, 1586, 1594]
ad6-message: કાળી બાળીને સુવાસ મુકી ગયા, જિંદગી બની સુવર્ણકલશ છોડી ગયા, ઝડપી બની કરતાં સમય ચાલ્યો ગયો, ભૂલી ના ભૂલાશે એવી યાદો મૂકી ગયા... — [844, 1091, 1196, 1119]
ad-besnu-viramgama — [23, 1779, 347, 2219]
ad5-message: આપના જીવનની સુવાસ રહી, સ્મરણમાં તમારા ગુણ છે. પરોપકાર તમારા દરેક કાર્યમાં હતા. આપ અમારા દિલમાં વસ્યા છો... — [477, 940, 806, 963]
ad2-family: ગં.સ્વ. લલીતાબેન નવિનચંદ્ર પાડલીયા રમેશભાઈ કેશવલાલ પાડલીયા સ્મિતાબેન રાજેશભાઈ પાડલીયા નિલેશ નવિનચંદ્ર પાડલીયા આર્યન, મંથન — [591, 790, 732, 850]
ad2-banner: ૪થી વાર્ષિક પુણ્યતિથિએ — [481, 726, 592, 743]
portrait-photo — [828, 1812, 958, 1941]
b1-banner: વીસમી વાર્ષિક પુણ્યતિથીએ — [123, 1284, 374, 1311]
c1-besnu: બેસણું તા.૧૯-૦૧-૨૦૨૬, સોમવાર, સમયઃ સવારે ૯ થી ૧૧ રાજકોટ માતૃશ્રી પી.ડી.મેન્ટ ગૌરવભાઈ ઉમાભવન, ૨.ડે.કોલ સુનિ.રોડ — [25, 2010, 345, 2039]
ad6-family: ગં.સ્વ.ભાવનાબેન રમણીકભાઈ લાડાણી મનસુખભાઈ ભયુભાઈ લાડાણી સ્વ.ભયાભાઈ ભયુભાઈ લાડાણી મિતાબેન ભાઈલાલભાઈ સીતાપરા - અલ્પેશ મિતાબેન સીતાપરા તથા લાડાણી પરિવારના જય શ્રી કૃષ્ણ — [885, 1125, 1155, 1198]
b1-name-1: સ્વ.શ્રી ભારતીબેન — [246, 1365, 409, 1392]
lead-subhead-2: યુનિટ કાર્યરતઃ મ્યુનિસિપલ તંત્રથી ગાંધીનગર સુધીની મિલીભગત — [40, 419, 629, 446]
registration-dots — [274, 2239, 363, 2256]
b2-date: સ્વ. તા. ૧૮-૦૧-૨૦૧૪, શનિવાર — [591, 1580, 704, 1591]
